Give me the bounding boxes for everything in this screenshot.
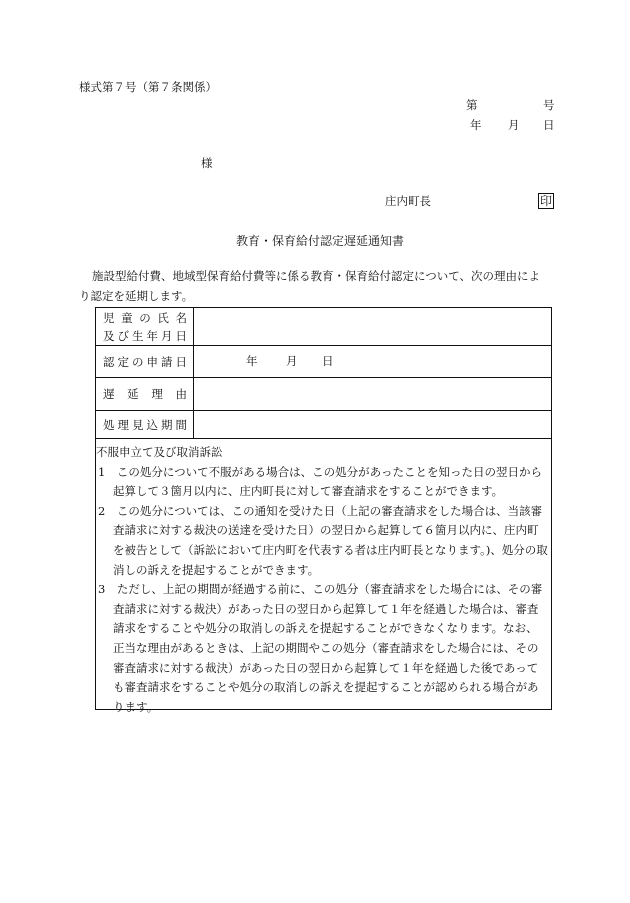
expected-period-label: 処理見込期間 xyxy=(96,411,194,439)
child-name-label: 児童の氏名 及び生年月日 xyxy=(96,308,194,346)
addressee-suffix: 様 xyxy=(201,156,213,170)
form-number: 様式第７号（第７条関係） xyxy=(79,80,217,94)
sender-name: 庄内町長 xyxy=(385,194,431,208)
doc-number-suffix: 号 xyxy=(543,98,555,112)
appeal-note-item-2: 2 この処分については、この通知を受けた日（上記の審査請求をした場合は、当該審査請求に対する裁決の送達を受けた日）の翌日から起算して６箇月以内に、庄内町を被告として（訴訟において庄内町を代表する者は庄内町長となります。)、処分の取消しの訴えを提起することができます。 xyxy=(98,503,548,577)
application-date-value xyxy=(194,346,552,378)
date-year: 年 xyxy=(470,118,482,132)
body-text-line2: り認定を延期します。 xyxy=(79,289,194,303)
expected-period-value xyxy=(194,411,552,439)
appeal-note-item-1: 1 この処分について不服がある場合は、この処分があったことを知った日の翌日から起算して３箇月以内に、庄内町長に対して審査請求をすることができます。 xyxy=(98,464,542,499)
application-date-day: 日 xyxy=(322,354,334,368)
date-day: 日 xyxy=(543,118,555,132)
application-date-year: 年 xyxy=(246,354,258,368)
appeal-notes xyxy=(96,443,548,717)
date-month: 月 xyxy=(508,118,520,132)
body-text-line1: 施設型給付費、地域型保育給付費等に係る教育・保育給付認定について、次の理由によ xyxy=(92,269,541,283)
document-title: 教育・保育給付認定遅延通知書 xyxy=(236,234,405,248)
application-date-label: 認定の申請日 xyxy=(96,346,194,378)
notice-table xyxy=(95,307,552,439)
delay-reason-label: 遅延理由 xyxy=(96,378,194,411)
doc-number-prefix: 第 xyxy=(466,98,478,112)
application-date-month: 月 xyxy=(286,354,298,368)
seal-mark: 印 xyxy=(540,194,553,208)
appeal-note-item-3: 3 ただし、上記の期間が経過する前に、この処分（審査請求をした場合には、その審査請求に対する裁決）があった日の翌日から起算して１年を経過した場合は、審査請求をすることや処分の取消しの訴えを提起することができなくなります。なお、正当な理由があるときは、上記の期間やこの処分（審査請求をした場合には、その審査請求に対する裁決）があった日の翌日から起算して１年を経過した後であっても審査請求をすることや処分の取消しの訴えを提起することが認められる場合があります。 xyxy=(98,582,543,714)
child-name-value xyxy=(194,308,552,346)
delay-reason-value xyxy=(194,378,552,411)
appeal-notes-heading: 不服申立て及び取消訴訟 xyxy=(96,445,223,459)
